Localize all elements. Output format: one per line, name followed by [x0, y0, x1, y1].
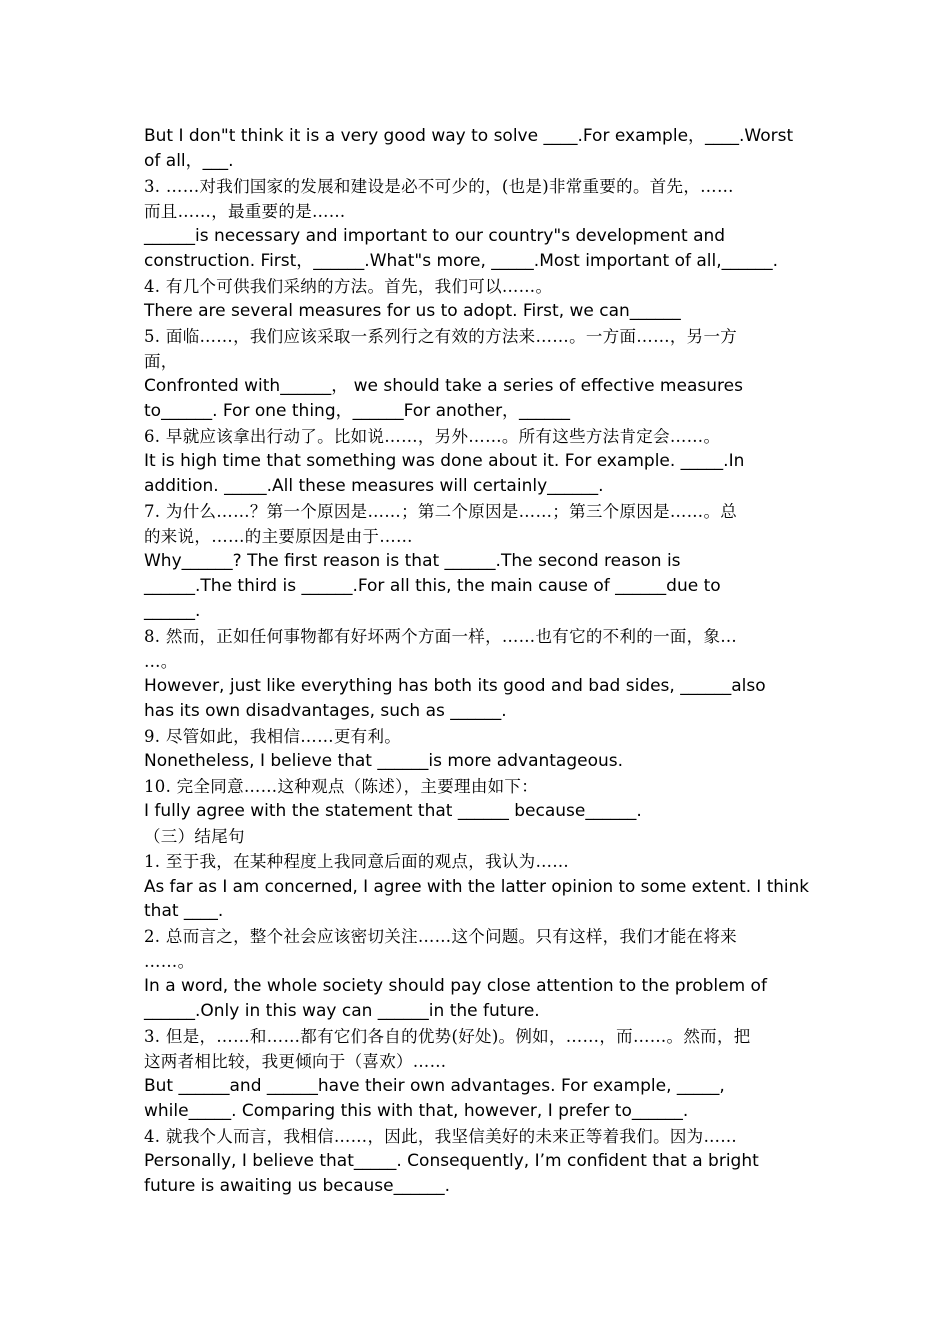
text-line: I fully agree with the statement that ______ because______. — [144, 801, 642, 821]
text-line: （三）结尾句 — [144, 827, 245, 846]
text-line: 6. 早就应该拿出行动了。比如说……，另外……。所有这些方法肯定会……。 — [144, 427, 721, 446]
document-page — [144, 124, 810, 1199]
text-line: ______. — [144, 601, 201, 621]
text-line: ______.Only in this way can ______in the future. — [144, 1001, 540, 1021]
text-line: 5. 面临……，我们应该采取一系列行之有效的方法来……。一方面……，另一方 — [144, 327, 738, 346]
text-line: that ____. — [144, 901, 224, 921]
text-line: ______is necessary and important to our country"s development and — [144, 226, 726, 246]
text-line: 2. 总而言之，整个社会应该密切关注……这个问题。只有这样，我们才能在将来 — [144, 927, 738, 946]
text-line: 4. 有几个可供我们采纳的方法。首先，我们可以……。 — [144, 277, 553, 296]
text-line: In a word, the whole society should pay close attention to the problem of — [144, 976, 767, 996]
text-line: to______. For one thing，______For another，______ — [144, 401, 571, 421]
text-line: of all，___. — [144, 151, 234, 171]
text-line: But I don"t think it is a very good way to solve ____.For example，____.Worst — [144, 126, 794, 146]
text-line: 4. 就我个人而言，我相信……，因此，我坚信美好的未来正等着我们。因为…… — [144, 1127, 738, 1146]
text-line: Why______? The first reason is that ______.The second reason is — [144, 551, 681, 571]
text-line: ……。 — [144, 952, 195, 971]
text-line: 这两者相比较，我更倾向于（喜欢）…… — [144, 1052, 447, 1071]
text-line: ______.The third is ______.For all this, the main cause of ______due to — [144, 576, 721, 596]
text-line: There are several measures for us to adopt. First, we can______ — [144, 301, 681, 321]
text-line: Personally, I believe that_____. Consequently, I’m confident that a bright — [144, 1151, 759, 1171]
text-line: addition. _____.All these measures will certainly______. — [144, 476, 604, 496]
text-line: 面， — [144, 352, 178, 371]
text-line: 7. 为什么……？第一个原因是……；第二个原因是……；第三个原因是……。总 — [144, 502, 738, 521]
text-line: 的来说，……的主要原因是由于…… — [144, 527, 413, 546]
text-line: construction. First，______.What"s more, _____.Most important of all,______. — [144, 251, 779, 271]
text-line: 3. 但是，……和……都有它们各自的优势(好处)。例如，……，而……。然而，把 — [144, 1027, 751, 1046]
text-line: …。 — [144, 652, 178, 671]
text-line: 10. 完全同意……这种观点（陈述），主要理由如下： — [144, 777, 539, 796]
text-line: Confronted with______， we should take a series of effective measures — [144, 376, 743, 396]
text-line: 8. 然而，正如任何事物都有好坏两个方面一样，……也有它的不利的一面，象… — [144, 627, 738, 646]
text-line: future is awaiting us because______. — [144, 1176, 451, 1196]
text-line: 而且……，最重要的是…… — [144, 202, 346, 221]
text-line: However, just like everything has both its good and bad sides, ______also — [144, 676, 766, 696]
text-line: It is high time that something was done about it. For example. _____.In — [144, 451, 745, 471]
text-line: while_____. Comparing this with that, however, I prefer to______. — [144, 1101, 689, 1121]
text-line: 9. 尽管如此，我相信……更有利。 — [144, 727, 402, 746]
text-line: But ______and ______have their own advantages. For example, _____, — [144, 1076, 725, 1096]
text-line: Nonetheless, I believe that ______is more advantageous. — [144, 751, 624, 771]
text-line: has its own disadvantages, such as ______. — [144, 701, 507, 721]
text-line: 3. ……对我们国家的发展和建设是必不可少的，(也是)非常重要的。首先，…… — [144, 177, 734, 196]
text-line: As far as I am concerned, I agree with the latter opinion to some extent. I think — [144, 876, 809, 896]
text-line: 1. 至于我，在某种程度上我同意后面的观点，我认为…… — [144, 852, 570, 871]
